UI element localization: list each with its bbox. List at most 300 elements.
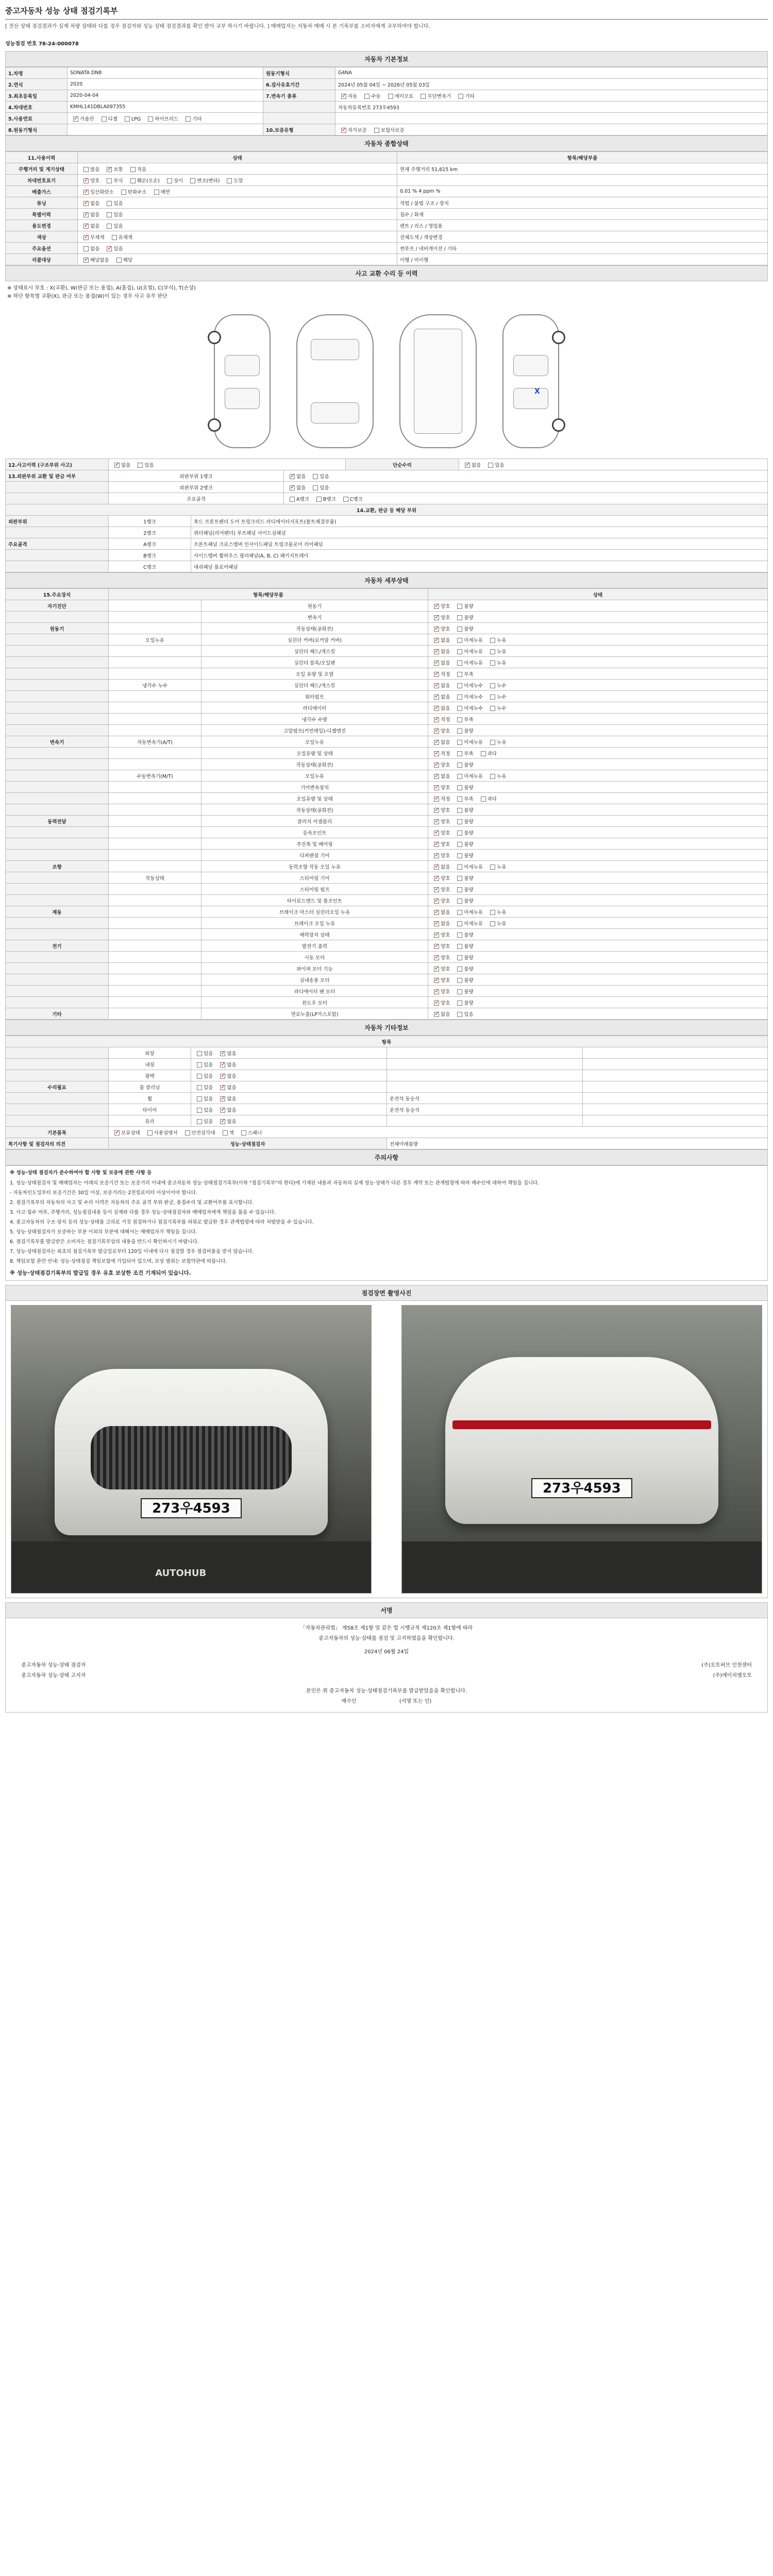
checkbox-icon[interactable] xyxy=(481,796,486,802)
checkbox-icon[interactable] xyxy=(434,910,439,915)
checkbox-icon[interactable] xyxy=(83,212,89,217)
checkbox-option[interactable] xyxy=(431,886,450,893)
checkbox-option[interactable] xyxy=(431,682,450,689)
checkbox-option[interactable] xyxy=(104,165,123,173)
checkbox-icon[interactable] xyxy=(83,201,89,206)
checkbox-icon[interactable] xyxy=(457,887,462,892)
checkbox-option[interactable] xyxy=(182,115,201,122)
checkbox-option[interactable] xyxy=(431,716,450,723)
checkbox-icon[interactable] xyxy=(388,94,393,99)
checkbox-icon[interactable] xyxy=(434,1001,439,1006)
checkbox-icon[interactable] xyxy=(434,819,439,824)
checkbox-icon[interactable] xyxy=(457,604,462,609)
checkbox-icon[interactable] xyxy=(434,785,439,790)
checkbox-option[interactable] xyxy=(194,1072,213,1079)
checkbox-icon[interactable] xyxy=(102,116,107,122)
checkbox-icon[interactable] xyxy=(490,638,495,643)
checkbox-option[interactable] xyxy=(385,92,414,99)
checkbox-option[interactable] xyxy=(454,636,483,643)
checkbox-option[interactable] xyxy=(417,92,451,99)
checkbox-option[interactable] xyxy=(145,115,178,122)
checkbox-icon[interactable] xyxy=(457,1001,462,1006)
checkbox-icon[interactable] xyxy=(154,190,159,195)
checkbox-option[interactable] xyxy=(431,659,450,666)
checkbox-option[interactable] xyxy=(487,682,506,689)
checkbox-option[interactable] xyxy=(340,495,363,502)
checkbox-icon[interactable] xyxy=(490,774,495,779)
checkbox-option[interactable] xyxy=(217,1117,236,1125)
checkbox-icon[interactable] xyxy=(465,463,470,468)
checkbox-option[interactable] xyxy=(431,908,450,916)
checkbox-option[interactable] xyxy=(455,92,474,99)
checkbox-icon[interactable] xyxy=(114,1130,120,1136)
checkbox-icon[interactable] xyxy=(148,116,153,122)
checkbox-option[interactable] xyxy=(454,965,473,972)
checkbox-icon[interactable] xyxy=(488,463,493,468)
checkbox-icon[interactable] xyxy=(457,672,462,677)
checkbox-option[interactable] xyxy=(431,829,450,836)
checkbox-option[interactable] xyxy=(431,863,450,870)
checkbox-option[interactable] xyxy=(454,1010,473,1018)
checkbox-option[interactable] xyxy=(127,165,146,173)
checkbox-icon[interactable] xyxy=(197,1062,202,1067)
checkbox-icon[interactable] xyxy=(457,808,462,813)
checkbox-icon[interactable] xyxy=(457,853,462,858)
checkbox-option[interactable] xyxy=(431,614,450,621)
checkbox-option[interactable] xyxy=(487,636,506,643)
checkbox-icon[interactable] xyxy=(83,258,89,263)
checkbox-option[interactable] xyxy=(431,988,450,995)
checkbox-option[interactable] xyxy=(194,1106,213,1113)
checkbox-option[interactable] xyxy=(487,648,506,655)
checkbox-option[interactable] xyxy=(164,177,183,184)
checkbox-icon[interactable] xyxy=(457,933,462,938)
checkbox-option[interactable] xyxy=(80,188,114,195)
checkbox-option[interactable] xyxy=(144,1129,178,1136)
checkbox-icon[interactable] xyxy=(434,899,439,904)
checkbox-icon[interactable] xyxy=(223,1130,228,1136)
checkbox-icon[interactable] xyxy=(107,178,112,183)
checkbox-option[interactable] xyxy=(431,818,450,825)
checkbox-icon[interactable] xyxy=(457,751,462,756)
checkbox-icon[interactable] xyxy=(130,167,136,172)
checkbox-icon[interactable] xyxy=(457,831,462,836)
checkbox-option[interactable] xyxy=(80,245,99,252)
checkbox-icon[interactable] xyxy=(434,649,439,654)
checkbox-icon[interactable] xyxy=(457,944,462,949)
checkbox-icon[interactable] xyxy=(457,728,462,734)
checkbox-icon[interactable] xyxy=(490,921,495,926)
checkbox-icon[interactable] xyxy=(490,683,495,688)
checkbox-icon[interactable] xyxy=(434,978,439,983)
checkbox-icon[interactable] xyxy=(147,1130,153,1136)
checkbox-option[interactable] xyxy=(487,659,506,666)
checkbox-option[interactable] xyxy=(151,188,170,195)
checkbox-option[interactable] xyxy=(104,222,123,229)
checkbox-option[interactable] xyxy=(431,965,450,972)
checkbox-option[interactable] xyxy=(431,772,450,779)
checkbox-icon[interactable] xyxy=(220,1062,225,1067)
checkbox-icon[interactable] xyxy=(434,615,439,620)
checkbox-option[interactable] xyxy=(431,750,450,757)
checkbox-icon[interactable] xyxy=(107,167,112,172)
checkbox-icon[interactable] xyxy=(290,474,295,479)
checkbox-icon[interactable] xyxy=(434,1012,439,1017)
checkbox-option[interactable] xyxy=(454,716,473,723)
checkbox-option[interactable] xyxy=(80,222,99,229)
checkbox-icon[interactable] xyxy=(220,1085,225,1090)
checkbox-icon[interactable] xyxy=(434,853,439,858)
checkbox-option[interactable] xyxy=(80,177,99,184)
checkbox-option[interactable] xyxy=(454,602,473,609)
checkbox-option[interactable] xyxy=(431,625,450,632)
checkbox-icon[interactable] xyxy=(434,683,439,688)
checkbox-icon[interactable] xyxy=(457,842,462,847)
checkbox-icon[interactable] xyxy=(457,1012,462,1017)
checkbox-option[interactable] xyxy=(454,942,473,950)
checkbox-icon[interactable] xyxy=(130,178,136,183)
checkbox-option[interactable] xyxy=(485,461,504,468)
checkbox-option[interactable] xyxy=(217,1095,236,1102)
checkbox-icon[interactable] xyxy=(434,921,439,926)
checkbox-icon[interactable] xyxy=(341,128,346,133)
checkbox-option[interactable] xyxy=(454,852,473,859)
checkbox-option[interactable] xyxy=(431,795,450,802)
checkbox-icon[interactable] xyxy=(434,660,439,666)
checkbox-icon[interactable] xyxy=(112,235,117,240)
checkbox-icon[interactable] xyxy=(434,774,439,779)
checkbox-option[interactable] xyxy=(113,256,132,263)
checkbox-option[interactable] xyxy=(454,682,483,689)
checkbox-icon[interactable] xyxy=(434,842,439,847)
checkbox-icon[interactable] xyxy=(434,944,439,949)
checkbox-icon[interactable] xyxy=(490,706,495,711)
checkbox-icon[interactable] xyxy=(434,831,439,836)
checkbox-icon[interactable] xyxy=(457,955,462,960)
checkbox-option[interactable] xyxy=(487,704,506,711)
checkbox-icon[interactable] xyxy=(457,706,462,711)
checkbox-option[interactable] xyxy=(135,461,154,468)
checkbox-option[interactable] xyxy=(454,704,483,711)
checkbox-option[interactable] xyxy=(454,727,473,734)
checkbox-option[interactable] xyxy=(182,1129,215,1136)
checkbox-option[interactable] xyxy=(431,727,450,734)
checkbox-icon[interactable] xyxy=(434,762,439,768)
checkbox-option[interactable] xyxy=(454,614,473,621)
checkbox-option[interactable] xyxy=(80,211,99,218)
checkbox-option[interactable] xyxy=(454,931,473,938)
checkbox-icon[interactable] xyxy=(457,899,462,904)
checkbox-icon[interactable] xyxy=(434,887,439,892)
checkbox-icon[interactable] xyxy=(457,626,462,632)
checkbox-option[interactable] xyxy=(224,177,243,184)
checkbox-icon[interactable] xyxy=(434,728,439,734)
checkbox-option[interactable] xyxy=(454,829,473,836)
checkbox-option[interactable] xyxy=(454,795,473,802)
checkbox-option[interactable] xyxy=(478,750,497,757)
checkbox-icon[interactable] xyxy=(457,762,462,768)
checkbox-option[interactable] xyxy=(454,648,483,655)
checkbox-icon[interactable] xyxy=(457,819,462,824)
checkbox-icon[interactable] xyxy=(434,933,439,938)
checkbox-icon[interactable] xyxy=(107,246,112,251)
checkbox-icon[interactable] xyxy=(457,694,462,700)
checkbox-option[interactable] xyxy=(454,999,473,1006)
checkbox-icon[interactable] xyxy=(290,485,295,490)
checkbox-option[interactable] xyxy=(454,908,483,916)
checkbox-icon[interactable] xyxy=(457,717,462,722)
checkbox-option[interactable] xyxy=(431,784,450,791)
checkbox-option[interactable] xyxy=(454,886,473,893)
checkbox-option[interactable] xyxy=(217,1083,236,1091)
checkbox-option[interactable] xyxy=(217,1072,236,1079)
checkbox-option[interactable] xyxy=(80,256,109,263)
checkbox-option[interactable] xyxy=(111,1129,140,1136)
checkbox-option[interactable] xyxy=(431,738,450,745)
checkbox-icon[interactable] xyxy=(114,463,120,468)
checkbox-icon[interactable] xyxy=(434,865,439,870)
checkbox-icon[interactable] xyxy=(457,649,462,654)
checkbox-icon[interactable] xyxy=(434,717,439,722)
checkbox-option[interactable] xyxy=(431,920,450,927)
checkbox-icon[interactable] xyxy=(197,1074,202,1079)
checkbox-option[interactable] xyxy=(487,738,506,745)
checkbox-icon[interactable] xyxy=(121,190,126,195)
checkbox-option[interactable] xyxy=(431,976,450,984)
checkbox-option[interactable] xyxy=(454,874,473,882)
checkbox-option[interactable] xyxy=(431,1010,450,1018)
checkbox-icon[interactable] xyxy=(186,116,191,122)
checkbox-option[interactable] xyxy=(431,840,450,848)
checkbox-option[interactable] xyxy=(220,1129,234,1136)
checkbox-option[interactable] xyxy=(310,484,329,491)
checkbox-icon[interactable] xyxy=(434,604,439,609)
checkbox-icon[interactable] xyxy=(457,683,462,688)
checkbox-option[interactable] xyxy=(431,693,450,700)
checkbox-option[interactable] xyxy=(104,245,123,252)
checkbox-icon[interactable] xyxy=(458,94,463,99)
checkbox-icon[interactable] xyxy=(227,178,232,183)
checkbox-icon[interactable] xyxy=(220,1119,225,1124)
checkbox-icon[interactable] xyxy=(490,865,495,870)
checkbox-option[interactable] xyxy=(217,1049,236,1057)
checkbox-icon[interactable] xyxy=(83,224,89,229)
checkbox-icon[interactable] xyxy=(197,1085,202,1090)
checkbox-option[interactable] xyxy=(487,693,506,700)
checkbox-option[interactable] xyxy=(104,211,123,218)
checkbox-icon[interactable] xyxy=(457,796,462,802)
checkbox-option[interactable] xyxy=(454,784,473,791)
checkbox-option[interactable] xyxy=(454,954,473,961)
checkbox-icon[interactable] xyxy=(364,94,369,99)
checkbox-icon[interactable] xyxy=(490,694,495,700)
checkbox-icon[interactable] xyxy=(421,94,426,99)
checkbox-icon[interactable] xyxy=(316,497,322,502)
checkbox-icon[interactable] xyxy=(457,740,462,745)
checkbox-icon[interactable] xyxy=(83,167,89,172)
checkbox-icon[interactable] xyxy=(374,128,379,133)
checkbox-icon[interactable] xyxy=(185,1130,190,1136)
checkbox-option[interactable] xyxy=(454,988,473,995)
checkbox-icon[interactable] xyxy=(107,201,112,206)
checkbox-option[interactable] xyxy=(313,495,336,502)
checkbox-option[interactable] xyxy=(194,1061,213,1068)
checkbox-option[interactable] xyxy=(454,693,483,700)
checkbox-icon[interactable] xyxy=(167,178,172,183)
checkbox-icon[interactable] xyxy=(197,1119,202,1124)
checkbox-icon[interactable] xyxy=(220,1108,225,1113)
checkbox-icon[interactable] xyxy=(434,955,439,960)
checkbox-icon[interactable] xyxy=(313,485,318,490)
checkbox-icon[interactable] xyxy=(434,626,439,632)
checkbox-icon[interactable] xyxy=(457,921,462,926)
checkbox-option[interactable] xyxy=(287,495,309,502)
checkbox-option[interactable] xyxy=(454,772,483,779)
checkbox-option[interactable] xyxy=(431,942,450,950)
checkbox-icon[interactable] xyxy=(83,178,89,183)
checkbox-option[interactable] xyxy=(111,461,130,468)
checkbox-option[interactable] xyxy=(454,659,483,666)
checkbox-icon[interactable] xyxy=(434,638,439,643)
checkbox-option[interactable] xyxy=(431,670,450,677)
checkbox-icon[interactable] xyxy=(481,751,486,756)
checkbox-icon[interactable] xyxy=(197,1051,202,1056)
checkbox-icon[interactable] xyxy=(343,497,348,502)
checkbox-option[interactable] xyxy=(454,897,473,904)
checkbox-option[interactable] xyxy=(487,863,506,870)
checkbox-icon[interactable] xyxy=(220,1096,225,1101)
checkbox-icon[interactable] xyxy=(434,740,439,745)
checkbox-option[interactable] xyxy=(454,818,473,825)
checkbox-icon[interactable] xyxy=(434,796,439,802)
checkbox-icon[interactable] xyxy=(457,967,462,972)
checkbox-icon[interactable] xyxy=(116,258,122,263)
checkbox-option[interactable] xyxy=(70,115,94,122)
checkbox-icon[interactable] xyxy=(83,235,89,240)
checkbox-option[interactable] xyxy=(104,199,123,207)
checkbox-icon[interactable] xyxy=(220,1074,225,1079)
checkbox-option[interactable] xyxy=(287,472,306,480)
checkbox-option[interactable] xyxy=(194,1095,213,1102)
checkbox-option[interactable] xyxy=(431,806,450,814)
checkbox-option[interactable] xyxy=(431,636,450,643)
checkbox-option[interactable] xyxy=(109,233,133,241)
checkbox-icon[interactable] xyxy=(457,978,462,983)
checkbox-option[interactable] xyxy=(118,188,147,195)
checkbox-option[interactable] xyxy=(127,177,160,184)
checkbox-option[interactable] xyxy=(80,165,99,173)
checkbox-icon[interactable] xyxy=(107,224,112,229)
checkbox-icon[interactable] xyxy=(490,660,495,666)
checkbox-icon[interactable] xyxy=(457,910,462,915)
checkbox-icon[interactable] xyxy=(434,876,439,881)
checkbox-icon[interactable] xyxy=(434,672,439,677)
checkbox-icon[interactable] xyxy=(457,865,462,870)
checkbox-icon[interactable] xyxy=(457,989,462,994)
checkbox-option[interactable] xyxy=(104,177,123,184)
checkbox-option[interactable] xyxy=(80,199,99,207)
checkbox-option[interactable] xyxy=(454,670,473,677)
checkbox-icon[interactable] xyxy=(457,615,462,620)
checkbox-icon[interactable] xyxy=(313,474,318,479)
checkbox-option[interactable] xyxy=(431,704,450,711)
checkbox-icon[interactable] xyxy=(83,246,89,251)
checkbox-option[interactable] xyxy=(238,1129,262,1136)
checkbox-icon[interactable] xyxy=(341,94,346,99)
checkbox-option[interactable] xyxy=(122,116,141,122)
checkbox-option[interactable] xyxy=(217,1061,236,1068)
checkbox-icon[interactable] xyxy=(457,876,462,881)
checkbox-icon[interactable] xyxy=(457,774,462,779)
checkbox-option[interactable] xyxy=(338,92,357,99)
checkbox-option[interactable] xyxy=(454,920,483,927)
checkbox-icon[interactable] xyxy=(434,808,439,813)
checkbox-option[interactable] xyxy=(361,92,380,99)
checkbox-option[interactable] xyxy=(217,1106,236,1113)
checkbox-option[interactable] xyxy=(194,1117,213,1125)
checkbox-option[interactable] xyxy=(454,976,473,984)
checkbox-icon[interactable] xyxy=(490,740,495,745)
checkbox-icon[interactable] xyxy=(457,660,462,666)
checkbox-icon[interactable] xyxy=(73,116,78,122)
checkbox-option[interactable] xyxy=(454,625,473,632)
checkbox-option[interactable] xyxy=(487,908,506,916)
checkbox-option[interactable] xyxy=(98,115,117,122)
checkbox-option[interactable] xyxy=(431,931,450,938)
checkbox-icon[interactable] xyxy=(290,497,295,502)
checkbox-icon[interactable] xyxy=(434,989,439,994)
checkbox-option[interactable] xyxy=(454,738,483,745)
checkbox-option[interactable] xyxy=(431,761,450,768)
checkbox-option[interactable] xyxy=(431,874,450,882)
checkbox-icon[interactable] xyxy=(197,1096,202,1101)
checkbox-option[interactable] xyxy=(431,852,450,859)
checkbox-option[interactable] xyxy=(454,761,473,768)
checkbox-option[interactable] xyxy=(338,126,367,133)
checkbox-icon[interactable] xyxy=(434,706,439,711)
checkbox-icon[interactable] xyxy=(190,178,195,183)
checkbox-icon[interactable] xyxy=(434,694,439,700)
checkbox-icon[interactable] xyxy=(83,190,89,195)
checkbox-icon[interactable] xyxy=(107,212,112,217)
checkbox-icon[interactable] xyxy=(490,649,495,654)
checkbox-option[interactable] xyxy=(454,750,473,757)
checkbox-icon[interactable] xyxy=(138,463,143,468)
checkbox-option[interactable] xyxy=(194,1083,213,1091)
checkbox-option[interactable] xyxy=(194,1049,213,1057)
checkbox-icon[interactable] xyxy=(220,1051,225,1056)
checkbox-icon[interactable] xyxy=(125,116,130,122)
checkbox-icon[interactable] xyxy=(241,1130,246,1136)
checkbox-option[interactable] xyxy=(487,772,506,779)
checkbox-option[interactable] xyxy=(454,840,473,848)
checkbox-icon[interactable] xyxy=(457,785,462,790)
checkbox-option[interactable] xyxy=(431,954,450,961)
checkbox-option[interactable] xyxy=(431,648,450,655)
checkbox-option[interactable] xyxy=(487,920,506,927)
checkbox-option[interactable] xyxy=(310,472,329,480)
checkbox-option[interactable] xyxy=(287,484,306,491)
checkbox-option[interactable] xyxy=(80,233,105,241)
checkbox-option[interactable] xyxy=(431,602,450,609)
checkbox-option[interactable] xyxy=(454,806,473,814)
checkbox-option[interactable] xyxy=(431,897,450,904)
checkbox-icon[interactable] xyxy=(197,1108,202,1113)
checkbox-option[interactable] xyxy=(454,863,483,870)
checkbox-icon[interactable] xyxy=(490,910,495,915)
checkbox-icon[interactable] xyxy=(457,638,462,643)
checkbox-icon[interactable] xyxy=(434,751,439,756)
